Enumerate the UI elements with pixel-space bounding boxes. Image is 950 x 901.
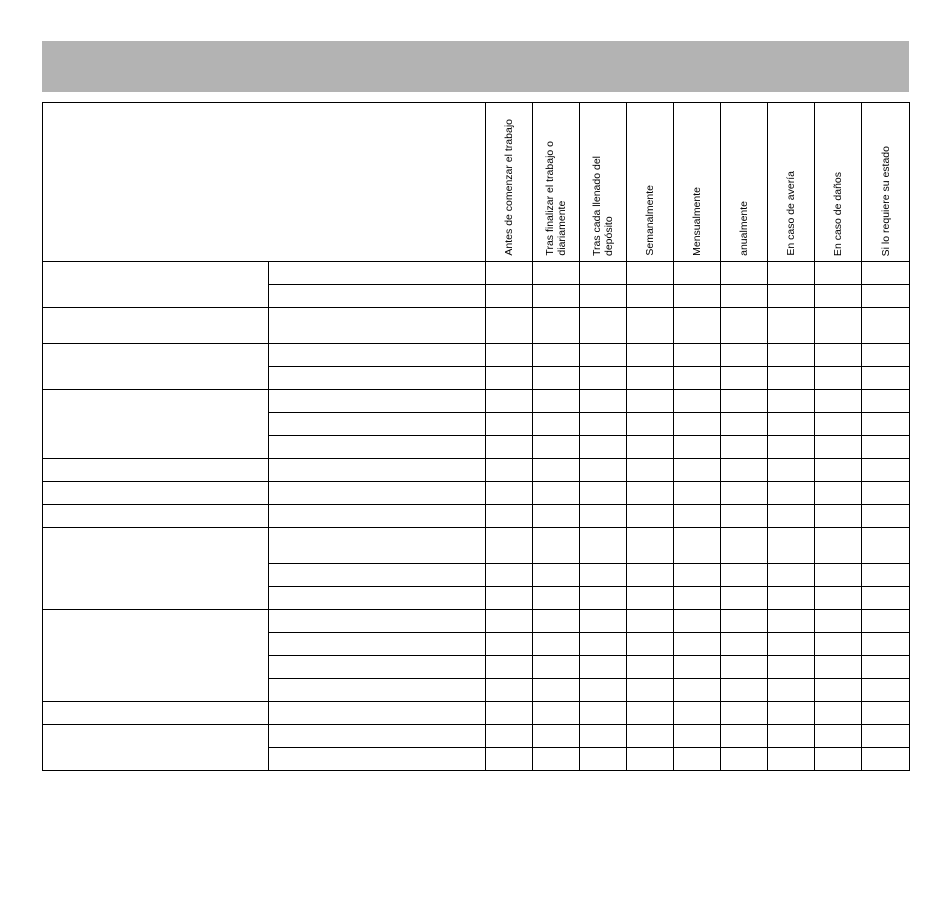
check-cell bbox=[533, 633, 580, 656]
check-cell bbox=[815, 748, 862, 771]
group-cell bbox=[43, 610, 269, 702]
check-cell bbox=[768, 344, 815, 367]
item-cell bbox=[269, 262, 486, 285]
check-cell bbox=[768, 285, 815, 308]
check-cell bbox=[815, 564, 862, 587]
check-cell bbox=[533, 679, 580, 702]
item-cell bbox=[269, 725, 486, 748]
check-cell bbox=[815, 459, 862, 482]
check-cell bbox=[721, 505, 768, 528]
item-cell bbox=[269, 482, 486, 505]
maintenance-schedule-table bbox=[42, 102, 910, 771]
check-cell bbox=[862, 679, 910, 702]
check-cell bbox=[580, 344, 627, 367]
check-cell bbox=[580, 482, 627, 505]
check-cell bbox=[580, 610, 627, 633]
check-cell bbox=[768, 679, 815, 702]
check-cell bbox=[674, 390, 721, 413]
item-cell bbox=[269, 505, 486, 528]
check-cell bbox=[721, 633, 768, 656]
check-cell bbox=[674, 725, 721, 748]
check-cell bbox=[862, 564, 910, 587]
item-cell bbox=[269, 633, 486, 656]
check-cell bbox=[768, 702, 815, 725]
item-cell bbox=[269, 748, 486, 771]
item-cell bbox=[269, 390, 486, 413]
item-cell bbox=[269, 413, 486, 436]
header-blank-cell bbox=[43, 103, 486, 262]
item-cell bbox=[269, 528, 486, 564]
group-cell bbox=[43, 505, 269, 528]
check-cell bbox=[580, 564, 627, 587]
check-cell bbox=[768, 725, 815, 748]
table-row bbox=[43, 390, 910, 413]
item-cell bbox=[269, 656, 486, 679]
col-header-weekly: Semanalmente bbox=[627, 103, 674, 262]
table-row bbox=[43, 459, 910, 482]
check-cell bbox=[580, 436, 627, 459]
check-cell bbox=[486, 436, 533, 459]
check-cell bbox=[721, 656, 768, 679]
check-cell bbox=[815, 436, 862, 459]
table-row bbox=[43, 528, 910, 564]
check-cell bbox=[486, 656, 533, 679]
check-cell bbox=[486, 702, 533, 725]
check-cell bbox=[674, 459, 721, 482]
check-cell bbox=[674, 262, 721, 285]
check-cell bbox=[768, 308, 815, 344]
check-cell bbox=[768, 528, 815, 564]
check-cell bbox=[721, 413, 768, 436]
col-header-on-breakdown: En caso de avería bbox=[768, 103, 815, 262]
check-cell bbox=[627, 679, 674, 702]
col-header-if-required: Si lo requiere su estado bbox=[862, 103, 910, 262]
check-cell bbox=[533, 564, 580, 587]
check-cell bbox=[768, 482, 815, 505]
check-cell bbox=[862, 285, 910, 308]
col-header-monthly: Mensualmente bbox=[674, 103, 721, 262]
check-cell bbox=[862, 390, 910, 413]
group-cell bbox=[43, 702, 269, 725]
check-cell bbox=[580, 702, 627, 725]
check-cell bbox=[768, 564, 815, 587]
check-cell bbox=[486, 262, 533, 285]
check-cell bbox=[580, 285, 627, 308]
check-cell bbox=[815, 505, 862, 528]
check-cell bbox=[862, 308, 910, 344]
check-cell bbox=[674, 436, 721, 459]
check-cell bbox=[627, 344, 674, 367]
group-cell bbox=[43, 262, 269, 308]
group-cell bbox=[43, 725, 269, 771]
check-cell bbox=[580, 633, 627, 656]
check-cell bbox=[486, 587, 533, 610]
item-cell bbox=[269, 459, 486, 482]
check-cell bbox=[815, 725, 862, 748]
check-cell bbox=[721, 528, 768, 564]
check-cell bbox=[815, 528, 862, 564]
check-cell bbox=[862, 587, 910, 610]
check-cell bbox=[815, 633, 862, 656]
check-cell bbox=[862, 482, 910, 505]
check-cell bbox=[862, 633, 910, 656]
item-cell bbox=[269, 679, 486, 702]
check-cell bbox=[721, 308, 768, 344]
group-cell bbox=[43, 390, 269, 459]
check-cell bbox=[580, 459, 627, 482]
check-cell bbox=[627, 702, 674, 725]
group-cell bbox=[43, 528, 269, 610]
check-cell bbox=[486, 505, 533, 528]
check-cell bbox=[768, 748, 815, 771]
check-cell bbox=[768, 587, 815, 610]
check-cell bbox=[862, 725, 910, 748]
item-cell bbox=[269, 308, 486, 344]
check-cell bbox=[627, 482, 674, 505]
check-cell bbox=[486, 528, 533, 564]
check-cell bbox=[533, 748, 580, 771]
check-cell bbox=[627, 656, 674, 679]
check-cell bbox=[533, 610, 580, 633]
check-cell bbox=[768, 505, 815, 528]
check-cell bbox=[862, 610, 910, 633]
check-cell bbox=[721, 564, 768, 587]
check-cell bbox=[580, 308, 627, 344]
check-cell bbox=[627, 262, 674, 285]
table-row bbox=[43, 725, 910, 748]
check-cell bbox=[533, 459, 580, 482]
check-cell bbox=[627, 587, 674, 610]
check-cell bbox=[768, 459, 815, 482]
check-cell bbox=[721, 459, 768, 482]
check-cell bbox=[580, 413, 627, 436]
check-cell bbox=[533, 413, 580, 436]
item-cell bbox=[269, 367, 486, 390]
check-cell bbox=[486, 344, 533, 367]
col-header-after-refill: Tras cada llenado del depósito bbox=[580, 103, 627, 262]
check-cell bbox=[580, 725, 627, 748]
table-body bbox=[43, 262, 910, 771]
check-cell bbox=[862, 367, 910, 390]
check-cell bbox=[862, 262, 910, 285]
check-cell bbox=[815, 656, 862, 679]
check-cell bbox=[627, 413, 674, 436]
check-cell bbox=[533, 528, 580, 564]
check-cell bbox=[862, 748, 910, 771]
check-cell bbox=[533, 725, 580, 748]
check-cell bbox=[674, 610, 721, 633]
check-cell bbox=[486, 725, 533, 748]
check-cell bbox=[533, 308, 580, 344]
group-cell bbox=[43, 482, 269, 505]
check-cell bbox=[674, 633, 721, 656]
check-cell bbox=[627, 610, 674, 633]
check-cell bbox=[721, 725, 768, 748]
check-cell bbox=[862, 413, 910, 436]
check-cell bbox=[533, 262, 580, 285]
check-cell bbox=[721, 482, 768, 505]
group-cell bbox=[43, 344, 269, 390]
table-row bbox=[43, 262, 910, 285]
item-cell bbox=[269, 610, 486, 633]
check-cell bbox=[533, 285, 580, 308]
check-cell bbox=[674, 367, 721, 390]
check-cell bbox=[580, 390, 627, 413]
check-cell bbox=[674, 564, 721, 587]
check-cell bbox=[580, 587, 627, 610]
check-cell bbox=[627, 725, 674, 748]
table-row bbox=[43, 482, 910, 505]
check-cell bbox=[627, 633, 674, 656]
check-cell bbox=[580, 505, 627, 528]
check-cell bbox=[674, 587, 721, 610]
check-cell bbox=[815, 482, 862, 505]
check-cell bbox=[627, 564, 674, 587]
check-cell bbox=[674, 308, 721, 344]
check-cell bbox=[580, 367, 627, 390]
check-cell bbox=[533, 390, 580, 413]
col-header-yearly: anualmente bbox=[721, 103, 768, 262]
check-cell bbox=[533, 656, 580, 679]
table-row bbox=[43, 344, 910, 367]
check-cell bbox=[721, 587, 768, 610]
check-cell bbox=[768, 413, 815, 436]
check-cell bbox=[486, 633, 533, 656]
check-cell bbox=[627, 505, 674, 528]
check-cell bbox=[486, 459, 533, 482]
check-cell bbox=[815, 344, 862, 367]
group-cell bbox=[43, 308, 269, 344]
check-cell bbox=[721, 748, 768, 771]
table-row bbox=[43, 702, 910, 725]
item-cell bbox=[269, 564, 486, 587]
check-cell bbox=[486, 679, 533, 702]
check-cell bbox=[533, 436, 580, 459]
check-cell bbox=[533, 702, 580, 725]
check-cell bbox=[486, 308, 533, 344]
check-cell bbox=[862, 505, 910, 528]
check-cell bbox=[533, 482, 580, 505]
check-cell bbox=[486, 748, 533, 771]
check-cell bbox=[674, 285, 721, 308]
header-banner bbox=[42, 41, 909, 92]
check-cell bbox=[815, 390, 862, 413]
check-cell bbox=[533, 587, 580, 610]
check-cell bbox=[533, 344, 580, 367]
check-cell bbox=[815, 679, 862, 702]
check-cell bbox=[815, 285, 862, 308]
check-cell bbox=[768, 390, 815, 413]
check-cell bbox=[862, 656, 910, 679]
item-cell bbox=[269, 436, 486, 459]
table-row bbox=[43, 505, 910, 528]
check-cell bbox=[862, 344, 910, 367]
check-cell bbox=[674, 482, 721, 505]
check-cell bbox=[721, 344, 768, 367]
check-cell bbox=[674, 656, 721, 679]
check-cell bbox=[674, 748, 721, 771]
check-cell bbox=[674, 413, 721, 436]
check-cell bbox=[721, 390, 768, 413]
check-cell bbox=[768, 262, 815, 285]
check-cell bbox=[862, 459, 910, 482]
check-cell bbox=[721, 367, 768, 390]
check-cell bbox=[627, 367, 674, 390]
check-cell bbox=[533, 367, 580, 390]
check-cell bbox=[486, 367, 533, 390]
check-cell bbox=[580, 656, 627, 679]
check-cell bbox=[674, 702, 721, 725]
check-cell bbox=[721, 679, 768, 702]
check-cell bbox=[627, 528, 674, 564]
check-cell bbox=[862, 528, 910, 564]
check-cell bbox=[768, 610, 815, 633]
check-cell bbox=[627, 390, 674, 413]
item-cell bbox=[269, 587, 486, 610]
check-cell bbox=[580, 262, 627, 285]
check-cell bbox=[768, 633, 815, 656]
item-cell bbox=[269, 702, 486, 725]
check-cell bbox=[862, 436, 910, 459]
check-cell bbox=[674, 505, 721, 528]
check-cell bbox=[815, 413, 862, 436]
item-cell bbox=[269, 285, 486, 308]
check-cell bbox=[815, 702, 862, 725]
check-cell bbox=[815, 367, 862, 390]
col-header-before-work: Antes de comenzar el trabajo bbox=[486, 103, 533, 262]
check-cell bbox=[768, 436, 815, 459]
check-cell bbox=[721, 285, 768, 308]
check-cell bbox=[815, 610, 862, 633]
check-cell bbox=[721, 702, 768, 725]
check-cell bbox=[627, 308, 674, 344]
check-cell bbox=[815, 262, 862, 285]
check-cell bbox=[627, 748, 674, 771]
check-cell bbox=[862, 702, 910, 725]
check-cell bbox=[486, 390, 533, 413]
group-cell bbox=[43, 459, 269, 482]
check-cell bbox=[815, 587, 862, 610]
check-cell bbox=[486, 564, 533, 587]
check-cell bbox=[721, 262, 768, 285]
col-header-after-work-daily: Tras finalizar el trabajo o diariamente bbox=[533, 103, 580, 262]
check-cell bbox=[486, 413, 533, 436]
table-row bbox=[43, 308, 910, 344]
item-cell bbox=[269, 344, 486, 367]
check-cell bbox=[580, 748, 627, 771]
check-cell bbox=[674, 679, 721, 702]
check-cell bbox=[721, 610, 768, 633]
header-row bbox=[43, 103, 910, 262]
check-cell bbox=[627, 285, 674, 308]
check-cell bbox=[674, 344, 721, 367]
check-cell bbox=[580, 528, 627, 564]
check-cell bbox=[627, 436, 674, 459]
table-row bbox=[43, 610, 910, 633]
check-cell bbox=[580, 679, 627, 702]
check-cell bbox=[815, 308, 862, 344]
check-cell bbox=[768, 656, 815, 679]
check-cell bbox=[674, 528, 721, 564]
col-header-on-damage: En caso de daños bbox=[815, 103, 862, 262]
check-cell bbox=[768, 367, 815, 390]
check-cell bbox=[486, 482, 533, 505]
check-cell bbox=[486, 285, 533, 308]
check-cell bbox=[627, 459, 674, 482]
check-cell bbox=[486, 610, 533, 633]
check-cell bbox=[721, 436, 768, 459]
check-cell bbox=[533, 505, 580, 528]
